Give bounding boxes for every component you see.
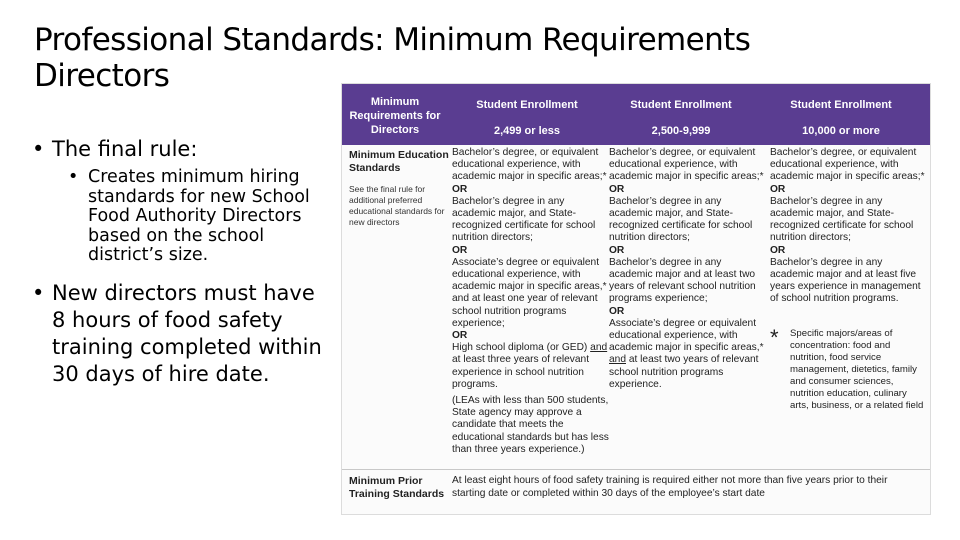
or-separator: OR — [452, 183, 468, 195]
underlined-and: and — [590, 342, 608, 354]
requirement-text: Bachelor’s degree in any academic major, and State-recognized certificate for school nutrition directors; — [452, 195, 596, 244]
sub-bullet-text: Creates minimum hiring standards for new School Food Authority Directors based on the school district’s size. — [88, 167, 310, 265]
requirement-text: Bachelor’s degree, or equivalent educational experience, with academic major in specific areas;* — [770, 147, 925, 183]
header-col-title: Student Enrollment — [476, 99, 578, 111]
majors-footnote — [770, 324, 928, 412]
header-col-range: 2,499 or less — [493, 125, 561, 137]
or-separator: OR — [609, 244, 625, 256]
cell-small-district — [452, 147, 610, 456]
requirement-text: Bachelor’s degree in any academic major, and State-recognized certificate for school nutrition directors; — [770, 195, 914, 244]
or-separator: OR — [770, 244, 786, 256]
requirement-text: Bachelor’s degree in any academic major and at least five years experience in management of school nutrition programs. — [770, 256, 921, 305]
bullet-text: The final rule: — [52, 137, 198, 161]
underlined-and: and — [609, 354, 626, 366]
cell-medium-district — [609, 147, 767, 391]
requirement-fragment: at least three years of relevant experience in school nutrition programs. — [452, 354, 590, 390]
header-col-range: 10,000 or more — [802, 125, 880, 137]
prior-training-label: Minimum Prior Training Standards — [349, 475, 445, 500]
sub-bullet-item — [68, 168, 322, 266]
or-separator: OR — [452, 244, 468, 256]
bullet-dot-icon: • — [68, 167, 79, 187]
asterisk-icon: * — [770, 324, 779, 350]
or-separator: OR — [609, 183, 625, 195]
requirement-text: Bachelor’s degree, or equivalent educational experience, with academic major in specific areas;* — [452, 147, 607, 183]
header-label: Minimum Requirements for Directors — [349, 96, 441, 136]
bullet-dot-icon: • — [32, 137, 45, 161]
title-line-2: Directors — [34, 58, 170, 94]
requirement-text — [609, 318, 767, 391]
requirement-text — [452, 342, 610, 391]
requirement-text: Bachelor’s degree in any academic major, and State-recognized certificate for school nutrition directors; — [609, 195, 753, 244]
header-col-medium — [606, 98, 756, 138]
table-header — [342, 84, 930, 145]
bullet-text: New directors must have 8 hours of food safety training completed within 30 days of hire date. — [52, 280, 322, 386]
prior-training-text: At least eight hours of food safety training is required either not more than five years prior to their starting date or completed within 30 days of the employee’s start date — [452, 475, 888, 499]
header-col-title: Student Enrollment — [790, 99, 892, 111]
education-label: Minimum Education Standards — [349, 149, 449, 174]
or-separator: OR — [452, 330, 468, 342]
bullet-item — [32, 280, 322, 388]
header-col-small — [452, 98, 602, 138]
header-col-range: 2,500-9,999 — [651, 125, 711, 137]
majors-footnote-text: Specific majors/areas of concentration: food and nutrition, food service management, dietetics, family and consumer sciences, nutrition education, culinary arts, business, or a related field — [790, 327, 924, 411]
header-col-large — [766, 98, 916, 138]
bullet-list — [32, 136, 322, 388]
requirement-exception: (LEAs with less than 500 students, State agency may approve a candidate that meets the educational standards but has less than three years experience.) — [452, 395, 609, 455]
requirement-fragment: Associate’s degree or equivalent educational experience, with academic major in specific areas,* — [609, 317, 764, 354]
requirement-text: Bachelor’s degree, or equivalent educational experience, with academic major in specific areas;* — [609, 147, 764, 183]
or-separator: OR — [770, 183, 786, 195]
requirements-table — [341, 83, 931, 515]
title-line-1: Professional Standards: Minimum Requirements — [34, 22, 751, 58]
requirement-text: Bachelor’s degree in any academic major and at least two years of relevant school nutrition programs experience; — [609, 256, 756, 305]
bullet-item — [32, 136, 322, 163]
bullet-dot-icon: • — [32, 280, 45, 305]
header-col-title: Student Enrollment — [630, 99, 732, 111]
education-label-cell — [349, 149, 449, 228]
requirement-text: Associate’s degree or equivalent educational experience, with academic major in specific areas,* and at least one year of relevant school nutrition programs experience; — [452, 256, 607, 329]
prior-training-row — [342, 469, 930, 515]
or-separator: OR — [609, 305, 625, 317]
table-body — [342, 145, 930, 515]
requirement-fragment: at least two years of relevant school nutrition programs experience. — [609, 354, 759, 390]
cell-large-district — [770, 147, 928, 412]
education-note: See the final rule for additional preferred educational standards for new directors — [349, 184, 445, 227]
requirement-fragment: High school diploma (or GED) — [452, 342, 591, 354]
